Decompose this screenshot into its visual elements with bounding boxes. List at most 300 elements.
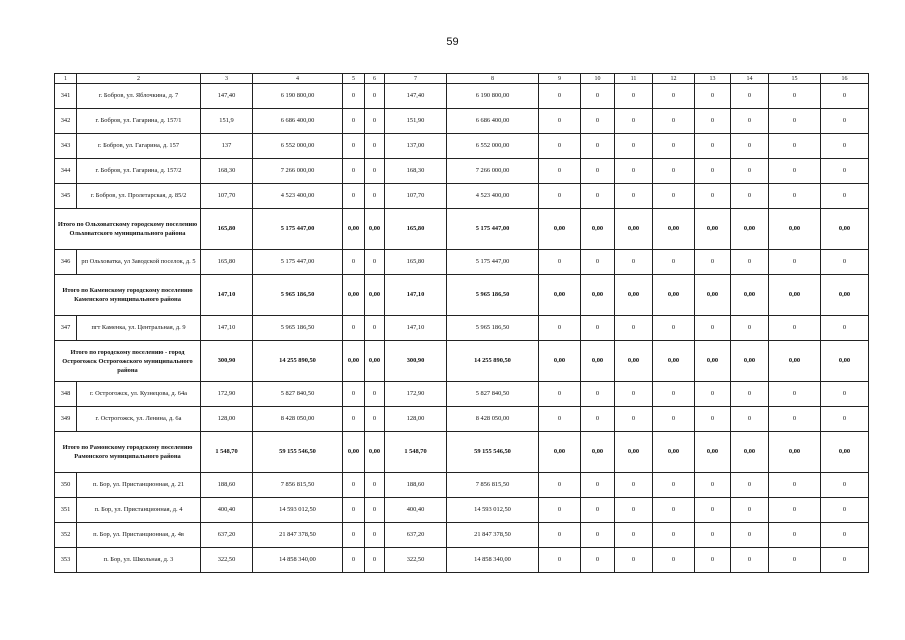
- table-cell: 0: [695, 134, 731, 159]
- table-cell: 0: [343, 159, 365, 184]
- table-cell: 0: [343, 548, 365, 573]
- table-cell: 0: [343, 407, 365, 432]
- table-cell: 351: [55, 498, 77, 523]
- table-cell: 352: [55, 523, 77, 548]
- table-cell: 0: [615, 109, 653, 134]
- table-cell: 347: [55, 316, 77, 341]
- table-row: [55, 498, 869, 523]
- table-cell: 0: [365, 159, 385, 184]
- table-cell: 147,40: [385, 84, 447, 109]
- table-cell: 5 965 186,50: [253, 275, 343, 316]
- table-cell: рп Ольховатка, ул Заводской поселок, д. 5: [77, 250, 201, 275]
- table-cell: 0,00: [731, 275, 769, 316]
- table-cell: 7 856 815,50: [253, 473, 343, 498]
- table-cell: 0: [539, 498, 581, 523]
- table-cell: 0: [769, 159, 821, 184]
- table-cell: 0: [695, 473, 731, 498]
- table-cell: 8 428 050,00: [253, 407, 343, 432]
- table-cell: 4 523 400,00: [447, 184, 539, 209]
- table-cell: 0: [769, 548, 821, 573]
- table-cell: 0,00: [821, 432, 869, 473]
- table-cell: 8 428 050,00: [447, 407, 539, 432]
- table-cell: 0: [653, 523, 695, 548]
- table-cell: 0: [343, 498, 365, 523]
- table-cell: 6 552 000,00: [447, 134, 539, 159]
- table-cell: 0: [695, 523, 731, 548]
- table-cell: 59 155 546,50: [447, 432, 539, 473]
- table-cell: 0: [581, 109, 615, 134]
- table-cell: 0: [539, 548, 581, 573]
- table-cell: 0: [581, 548, 615, 573]
- subtotal-row: [55, 275, 869, 316]
- table-cell: 0: [365, 523, 385, 548]
- table-cell: 0: [653, 316, 695, 341]
- table-cell: 151,90: [385, 109, 447, 134]
- table-cell: 0: [615, 548, 653, 573]
- table-cell: 165,80: [385, 209, 447, 250]
- table-cell: 0: [731, 134, 769, 159]
- table-cell: 400,40: [201, 498, 253, 523]
- table-cell: 0,00: [581, 341, 615, 382]
- table-cell: 128,00: [385, 407, 447, 432]
- table-row: [55, 109, 869, 134]
- table-cell: 0,00: [653, 275, 695, 316]
- table-cell: 637,20: [385, 523, 447, 548]
- table-cell: 6 686 400,00: [253, 109, 343, 134]
- column-number-cell: 1: [55, 74, 77, 84]
- table-cell: 0: [731, 109, 769, 134]
- table-cell: 0: [695, 382, 731, 407]
- table-cell: 0: [821, 159, 869, 184]
- table-cell: 0,00: [539, 432, 581, 473]
- table-cell: 0: [581, 84, 615, 109]
- table-cell: 0: [539, 523, 581, 548]
- table-cell: 0: [539, 473, 581, 498]
- table-cell: 0: [615, 498, 653, 523]
- subtotal-row: [55, 432, 869, 473]
- table-cell: 0: [615, 473, 653, 498]
- table-cell: 0: [695, 84, 731, 109]
- table-cell: 0: [769, 184, 821, 209]
- table-row: [55, 523, 869, 548]
- column-number-cell: 14: [731, 74, 769, 84]
- table-cell: 0: [581, 523, 615, 548]
- table-cell: 0: [821, 498, 869, 523]
- table-cell: 0: [821, 250, 869, 275]
- table-cell: 0: [769, 407, 821, 432]
- table-cell: 300,90: [385, 341, 447, 382]
- table-cell: 0: [769, 84, 821, 109]
- table-cell: 322,50: [201, 548, 253, 573]
- table-cell: 0: [821, 134, 869, 159]
- table-cell: 147,10: [385, 316, 447, 341]
- table-cell: 0: [653, 382, 695, 407]
- table-cell: 0,00: [365, 432, 385, 473]
- table-cell: 0: [539, 316, 581, 341]
- table-cell: 348: [55, 382, 77, 407]
- table-cell: 0: [615, 523, 653, 548]
- table-cell: 0: [615, 184, 653, 209]
- table-cell: 0,00: [731, 209, 769, 250]
- table-cell: 0: [539, 382, 581, 407]
- table-cell: 0,00: [539, 341, 581, 382]
- table-row: [55, 382, 869, 407]
- table-cell: 0: [653, 250, 695, 275]
- table-cell: 0: [343, 184, 365, 209]
- table-cell: 0,00: [615, 209, 653, 250]
- table-cell: г. Бобров, ул. Гагарина, д. 157/1: [77, 109, 201, 134]
- table-cell: 0,00: [653, 341, 695, 382]
- table-cell: 346: [55, 250, 77, 275]
- table-cell: 0: [695, 250, 731, 275]
- table-cell: 0: [581, 407, 615, 432]
- table-cell: 0: [695, 498, 731, 523]
- table-cell: 14 858 340,00: [253, 548, 343, 573]
- table-cell: 0: [581, 184, 615, 209]
- table-cell: 0: [581, 134, 615, 159]
- table-cell: 0: [615, 407, 653, 432]
- column-number-cell: 6: [365, 74, 385, 84]
- table-cell: 0: [653, 134, 695, 159]
- table-cell: 7 266 000,00: [447, 159, 539, 184]
- column-number-cell: 2: [77, 74, 201, 84]
- table-cell: п. Бор, ул. Пристанционная, д. 4в: [77, 523, 201, 548]
- table-cell: 0,00: [731, 432, 769, 473]
- table-cell: 5 175 447,00: [253, 209, 343, 250]
- table-cell: 349: [55, 407, 77, 432]
- table-cell: 0,00: [615, 341, 653, 382]
- table-cell: 0,00: [769, 341, 821, 382]
- table-cell: 168,30: [385, 159, 447, 184]
- table-row: [55, 316, 869, 341]
- table-cell: г. Бобров, ул. Пролетарская, д. 85/2: [77, 184, 201, 209]
- table-cell: 0: [615, 382, 653, 407]
- table-cell: п. Бор, ул. Пристанционная, д. 21: [77, 473, 201, 498]
- table-cell: г. Острогожск, ул. Кузнецова, д. 64а: [77, 382, 201, 407]
- table-cell: 0: [769, 382, 821, 407]
- table-cell: 5 827 840,50: [447, 382, 539, 407]
- table-cell: 0,00: [343, 209, 365, 250]
- table-cell: 0,00: [615, 432, 653, 473]
- table-cell: 0: [581, 159, 615, 184]
- table-cell: 7 856 815,50: [447, 473, 539, 498]
- table-cell: 0: [731, 184, 769, 209]
- table-cell: 353: [55, 548, 77, 573]
- table-cell: 59 155 546,50: [253, 432, 343, 473]
- table-cell: 0,00: [343, 275, 365, 316]
- table-cell: 7 266 000,00: [253, 159, 343, 184]
- table-cell: 0: [581, 498, 615, 523]
- column-number-cell: 3: [201, 74, 253, 84]
- table-cell: 0: [769, 109, 821, 134]
- table-cell: 5 175 447,00: [447, 209, 539, 250]
- table-cell: 0: [365, 407, 385, 432]
- data-table: [54, 73, 869, 573]
- table-cell: 147,40: [201, 84, 253, 109]
- table-cell: 0: [615, 316, 653, 341]
- table-cell: 0: [731, 316, 769, 341]
- table-cell: 0: [615, 84, 653, 109]
- table-cell: 0,00: [821, 275, 869, 316]
- table-cell: 0: [539, 159, 581, 184]
- table-cell: 400,40: [385, 498, 447, 523]
- table-cell: 172,90: [385, 382, 447, 407]
- table-cell: 0: [615, 159, 653, 184]
- table-cell: 0: [653, 407, 695, 432]
- table-cell: 0: [769, 134, 821, 159]
- table-cell: 0: [695, 316, 731, 341]
- table-cell: 341: [55, 84, 77, 109]
- table-cell: 0: [539, 407, 581, 432]
- table-cell: 107,70: [385, 184, 447, 209]
- table-cell: 0: [343, 382, 365, 407]
- table-cell: 0,00: [343, 341, 365, 382]
- table-cell: 0,00: [653, 209, 695, 250]
- table-cell: 4 523 400,00: [253, 184, 343, 209]
- table-cell: 0: [653, 184, 695, 209]
- table-cell: 5 965 186,50: [253, 316, 343, 341]
- table-cell: 0: [695, 159, 731, 184]
- column-number-cell: 8: [447, 74, 539, 84]
- table-cell: г. Бобров, ул. Яблочкина, д. 7: [77, 84, 201, 109]
- table-cell: 0: [581, 382, 615, 407]
- table-cell: 0,00: [769, 275, 821, 316]
- table-row: [55, 250, 869, 275]
- table-cell: 128,00: [201, 407, 253, 432]
- column-number-cell: 15: [769, 74, 821, 84]
- table-cell: 21 847 378,50: [447, 523, 539, 548]
- table-cell: п. Бор, ул. Пристанционная, д. 4: [77, 498, 201, 523]
- table-cell: 0: [539, 109, 581, 134]
- table-cell: 0,00: [695, 432, 731, 473]
- table-cell: 165,80: [385, 250, 447, 275]
- table-cell: 0,00: [365, 275, 385, 316]
- column-number-cell: 7: [385, 74, 447, 84]
- table-cell: 0: [769, 316, 821, 341]
- column-number-cell: 11: [615, 74, 653, 84]
- table-cell: 0: [615, 250, 653, 275]
- table-cell: 14 255 890,50: [447, 341, 539, 382]
- table-cell: 0: [731, 407, 769, 432]
- table-cell: 0: [539, 84, 581, 109]
- subtotal-label: Итого по Ольховатскому городскому поселению Ольховатского муниципального района: [55, 209, 201, 250]
- table-cell: 0: [695, 109, 731, 134]
- column-number-row: [55, 74, 869, 84]
- table-cell: 0: [731, 473, 769, 498]
- table-row: [55, 134, 869, 159]
- table-cell: 5 175 447,00: [447, 250, 539, 275]
- table-cell: 0: [343, 473, 365, 498]
- table-row: [55, 184, 869, 209]
- subtotal-label: Итого по Каменскому городскому поселению Каменского муниципального района: [55, 275, 201, 316]
- table-cell: пгт Каменка, ул. Центральная, д. 9: [77, 316, 201, 341]
- table-cell: 0: [821, 548, 869, 573]
- table-cell: 0: [653, 109, 695, 134]
- table-cell: 0: [653, 498, 695, 523]
- table-cell: 0: [343, 109, 365, 134]
- table-cell: 0,00: [581, 432, 615, 473]
- table-cell: 0: [653, 84, 695, 109]
- table-cell: 0: [731, 84, 769, 109]
- table-cell: 1 548,70: [201, 432, 253, 473]
- table-cell: 0,00: [365, 341, 385, 382]
- table-cell: 0: [769, 250, 821, 275]
- table-cell: 0: [365, 498, 385, 523]
- table-cell: 0: [821, 523, 869, 548]
- table-cell: 188,60: [201, 473, 253, 498]
- table-cell: 0,00: [731, 341, 769, 382]
- table-cell: 6 190 800,00: [447, 84, 539, 109]
- table-cell: 0,00: [365, 209, 385, 250]
- table-cell: 343: [55, 134, 77, 159]
- table-cell: 0,00: [653, 432, 695, 473]
- table-cell: 0,00: [769, 432, 821, 473]
- table-cell: 0: [731, 382, 769, 407]
- table-cell: 21 847 378,50: [253, 523, 343, 548]
- page-number: 59: [446, 36, 459, 48]
- table-cell: 0: [343, 523, 365, 548]
- table-cell: 0,00: [695, 275, 731, 316]
- subtotal-row: [55, 209, 869, 250]
- table-cell: 0: [365, 184, 385, 209]
- table-cell: 165,80: [201, 209, 253, 250]
- table-cell: 0: [581, 250, 615, 275]
- table-cell: 147,10: [385, 275, 447, 316]
- table-cell: 137: [201, 134, 253, 159]
- table-cell: 0: [731, 498, 769, 523]
- table-cell: 0: [365, 109, 385, 134]
- table-cell: 0: [539, 250, 581, 275]
- subtotal-label: Итого по городскому поселению - город Острогожск Острогожского муниципального района: [55, 341, 201, 382]
- table-cell: 0: [821, 84, 869, 109]
- table-cell: 0: [695, 548, 731, 573]
- table-row: [55, 407, 869, 432]
- table-cell: 0,00: [539, 209, 581, 250]
- table-cell: 0: [365, 382, 385, 407]
- table-cell: г. Бобров, ул. Гагарина, д. 157/2: [77, 159, 201, 184]
- table-row: [55, 548, 869, 573]
- table-cell: 0: [821, 407, 869, 432]
- table-cell: 0,00: [695, 209, 731, 250]
- table-cell: 0: [821, 184, 869, 209]
- table-cell: 0: [365, 250, 385, 275]
- table-cell: 0: [653, 473, 695, 498]
- table-cell: 0,00: [821, 209, 869, 250]
- column-number-cell: 10: [581, 74, 615, 84]
- table-cell: 5 175 447,00: [253, 250, 343, 275]
- table-cell: 0: [731, 250, 769, 275]
- column-number-cell: 5: [343, 74, 365, 84]
- table-cell: 0: [695, 407, 731, 432]
- table-cell: п. Бор, ул. Школьная, д. 3: [77, 548, 201, 573]
- table-cell: 6 190 800,00: [253, 84, 343, 109]
- table-cell: 322,50: [385, 548, 447, 573]
- table-cell: г. Бобров, ул. Гагарина, д. 157: [77, 134, 201, 159]
- table-cell: 6 552 000,00: [253, 134, 343, 159]
- table-cell: 0: [343, 84, 365, 109]
- table-cell: 0: [695, 184, 731, 209]
- table-cell: 0: [731, 159, 769, 184]
- table-cell: 0,00: [539, 275, 581, 316]
- table-cell: 0,00: [615, 275, 653, 316]
- table-cell: 345: [55, 184, 77, 209]
- table-cell: 14 593 012,50: [447, 498, 539, 523]
- table-cell: 0: [653, 159, 695, 184]
- column-number-cell: 12: [653, 74, 695, 84]
- table-cell: 5 965 186,50: [447, 275, 539, 316]
- table-cell: 0: [343, 250, 365, 275]
- column-number-cell: 9: [539, 74, 581, 84]
- table-cell: 0: [653, 548, 695, 573]
- table-cell: 188,60: [385, 473, 447, 498]
- table-cell: 107,70: [201, 184, 253, 209]
- table-cell: 0: [821, 382, 869, 407]
- table-cell: 0: [343, 316, 365, 341]
- table-row: [55, 473, 869, 498]
- table-cell: 14 593 012,50: [253, 498, 343, 523]
- column-number-cell: 16: [821, 74, 869, 84]
- table-cell: 637,20: [201, 523, 253, 548]
- table-cell: 0: [365, 548, 385, 573]
- table-cell: 0,00: [343, 432, 365, 473]
- table-cell: 5 827 840,50: [253, 382, 343, 407]
- table-cell: г. Острогожск, ул. Ленина, д. 6а: [77, 407, 201, 432]
- table-cell: 0: [343, 134, 365, 159]
- table-cell: 14 858 340,00: [447, 548, 539, 573]
- table-cell: 0,00: [581, 209, 615, 250]
- table-cell: 0: [731, 548, 769, 573]
- table-row: [55, 84, 869, 109]
- table-cell: 0: [821, 109, 869, 134]
- table-cell: 0: [539, 184, 581, 209]
- table-cell: 0,00: [581, 275, 615, 316]
- table-cell: 0: [365, 134, 385, 159]
- table-cell: 0: [539, 134, 581, 159]
- table-cell: 350: [55, 473, 77, 498]
- table-cell: 0: [769, 498, 821, 523]
- table-cell: 0: [581, 316, 615, 341]
- table-cell: 0: [731, 523, 769, 548]
- table-cell: 0,00: [695, 341, 731, 382]
- table-cell: 0: [769, 523, 821, 548]
- table-cell: 165,80: [201, 250, 253, 275]
- table-cell: 137,00: [385, 134, 447, 159]
- table-cell: 0: [821, 473, 869, 498]
- table-cell: 342: [55, 109, 77, 134]
- table-cell: 14 255 890,50: [253, 341, 343, 382]
- table-cell: 0,00: [769, 209, 821, 250]
- table-cell: 0: [365, 84, 385, 109]
- table-cell: 300,90: [201, 341, 253, 382]
- table-cell: 0: [821, 316, 869, 341]
- table-cell: 1 548,70: [385, 432, 447, 473]
- table-cell: 0: [365, 316, 385, 341]
- subtotal-label: Итого по Рамонскому городскому поселению Рамонского муниципального района: [55, 432, 201, 473]
- table-cell: 151,9: [201, 109, 253, 134]
- subtotal-row: [55, 341, 869, 382]
- table-cell: 5 965 186,50: [447, 316, 539, 341]
- table-cell: 168,30: [201, 159, 253, 184]
- table-cell: 0: [365, 473, 385, 498]
- column-number-cell: 4: [253, 74, 343, 84]
- table-row: [55, 159, 869, 184]
- table-cell: 344: [55, 159, 77, 184]
- table-cell: 172,90: [201, 382, 253, 407]
- table-cell: 0: [769, 473, 821, 498]
- table-cell: 0,00: [821, 341, 869, 382]
- table-cell: 0: [615, 134, 653, 159]
- column-number-cell: 13: [695, 74, 731, 84]
